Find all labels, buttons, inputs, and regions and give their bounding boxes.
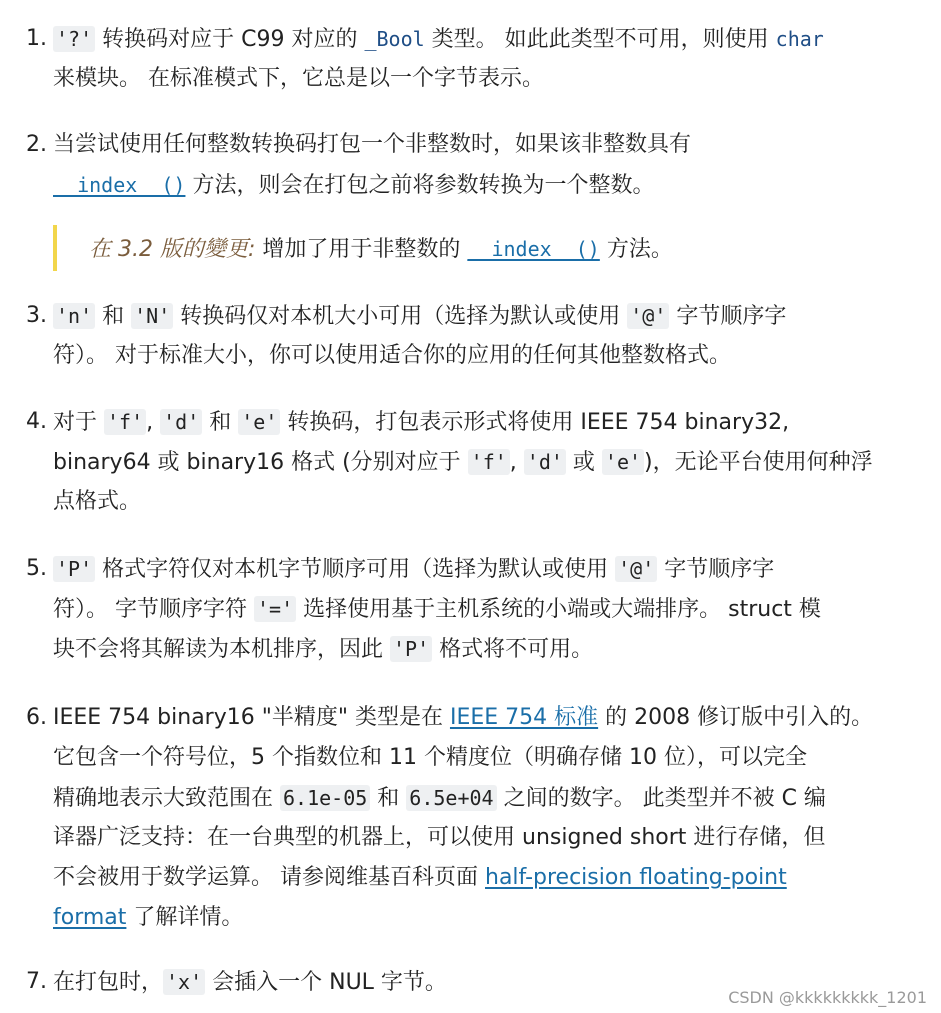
note-number: 6. [26, 705, 47, 730]
text-run: 符）。 字节顺序字符 [53, 597, 254, 622]
note-number: 2. [26, 132, 47, 157]
text-run: IEEE 754 binary16 "半精度" 类型是在 [53, 705, 450, 730]
inline-code: 'P' [390, 636, 432, 662]
code-link[interactable]: __index__() [53, 173, 186, 197]
text-link[interactable]: half-precision floating-point [485, 865, 787, 890]
inline-code-reference: char [775, 27, 824, 51]
note-line [53, 738, 923, 778]
inline-code: '?' [53, 26, 95, 52]
index-method-link[interactable]: __index__() [467, 237, 600, 261]
inline-code: 'f' [468, 449, 510, 475]
inline-code: 'N' [131, 303, 173, 329]
note-line [53, 296, 923, 336]
note-body [53, 296, 923, 376]
text-run: 和 [370, 786, 407, 811]
text-run: 精确地表示大致范围在 [53, 786, 280, 811]
inline-code: 6.5e+04 [406, 785, 496, 811]
inline-code: 'x' [163, 969, 205, 995]
note-body [53, 19, 923, 99]
text-run: 不会被用于数学运算。 请参阅维基百科页面 [53, 865, 485, 890]
text-run: 转换码仅对本机大小可用（选择为默认或使用 [173, 304, 628, 329]
inline-code-reference: _Bool [364, 27, 425, 51]
text-run: 对于 [53, 410, 104, 435]
text-run: 转换码对应于 C99 对应的 [95, 27, 365, 52]
inline-code: '@' [615, 556, 657, 582]
note-line [53, 858, 923, 898]
text-run: 了解详情。 [126, 905, 244, 930]
text-run: 和 [95, 304, 132, 329]
text-run: 字节顺序字 [657, 557, 775, 582]
note-line [53, 336, 923, 376]
note-body [53, 698, 923, 938]
note-line [53, 482, 923, 522]
note-line [53, 549, 923, 589]
text-run: 格式字符仅对本机字节顺序可用（选择为默认或使用 [95, 557, 616, 582]
text-run: 块不会将其解读为本机排序，因此 [53, 637, 390, 662]
note-line [53, 589, 923, 629]
text-link[interactable]: IEEE 754 标准 [449, 705, 599, 730]
inline-code: 'P' [53, 556, 95, 582]
note-number: 5. [26, 556, 47, 581]
version-changed-note [53, 225, 917, 271]
text-run: , [509, 450, 524, 475]
inline-code: '@' [627, 303, 669, 329]
note-line [53, 59, 923, 99]
inline-code: 'f' [104, 409, 146, 435]
version-changed-text [89, 229, 673, 270]
text-run: 会插入一个 NUL 字节。 [205, 970, 447, 995]
note-body [53, 549, 923, 669]
text-run: 选择使用基于主机系统的小端或大端排序。 struct 模 [296, 597, 821, 622]
text-run: 的 2008 修订版中引入的。 [598, 705, 874, 730]
note-line [53, 818, 923, 858]
text-run: 符）。 对于标准大小，你可以使用适合你的应用的任何其他整数格式。 [53, 343, 731, 368]
inline-code: 6.1e-05 [280, 785, 370, 811]
inline-code: 'd' [160, 409, 202, 435]
text-run: 译器广泛支持：在一台典型的机器上，可以使用 unsigned short 进行存储，但 [53, 825, 826, 850]
text-run: 字节顺序字 [669, 304, 787, 329]
note-body [53, 402, 923, 522]
note-line [53, 402, 923, 442]
note-line [53, 898, 923, 938]
text-run: )，无论平台使用何种浮 [644, 450, 873, 475]
text-run: 类型。 如此此类型不可用，则使用 [424, 27, 776, 52]
text-run: 在打包时， [53, 970, 164, 995]
inline-code: 'n' [53, 303, 95, 329]
text-run: 方法，则会在打包之前将参数转换为一个整数。 [185, 173, 655, 198]
version-changed-label: 在 3.2 版的變更: [89, 237, 256, 262]
text-run: , [146, 410, 161, 435]
text-run: 当尝试使用任何整数转换码打包一个非整数时，如果该非整数具有 [53, 132, 692, 157]
text-run: 之间的数字。 此类型并不被 C 编 [496, 786, 826, 811]
note-line [53, 165, 923, 205]
inline-code: '=' [254, 596, 296, 622]
text-run: 来模块。 在标准模式下，它总是以一个字节表示。 [53, 66, 544, 91]
text-run: 点格式。 [53, 489, 142, 514]
note-body [53, 125, 923, 205]
note-line [53, 629, 923, 669]
inline-code: 'e' [238, 409, 280, 435]
note-number: 4. [26, 409, 47, 434]
watermark: CSDN @kkkkkkkkk_1201 [728, 988, 927, 1007]
text-run: 格式将不可用。 [432, 637, 594, 662]
text-run: 和 [202, 410, 239, 435]
text-run: 它包含一个符号位，5 个指数位和 11 个精度位（明确存储 10 位），可以完全 [53, 745, 807, 770]
text-run: 或 [565, 450, 602, 475]
text-run: 转换码，打包表示形式将使用 IEEE 754 binary32, [280, 410, 790, 435]
note-line [53, 778, 923, 818]
note-number: 7. [26, 969, 47, 994]
version-changed-body: 增加了用于非整数的 [255, 237, 468, 262]
note-line [53, 698, 923, 738]
note-line [53, 125, 923, 165]
text-run: binary64 或 binary16 格式 (分别对应于 [53, 450, 468, 475]
text-link[interactable]: format [53, 905, 127, 930]
note-line [53, 442, 923, 482]
note-number: 1. [26, 26, 47, 51]
note-line [53, 19, 923, 59]
inline-code: 'e' [602, 449, 644, 475]
note-number: 3. [26, 303, 47, 328]
inline-code: 'd' [524, 449, 566, 475]
version-changed-tail: 方法。 [599, 237, 673, 262]
